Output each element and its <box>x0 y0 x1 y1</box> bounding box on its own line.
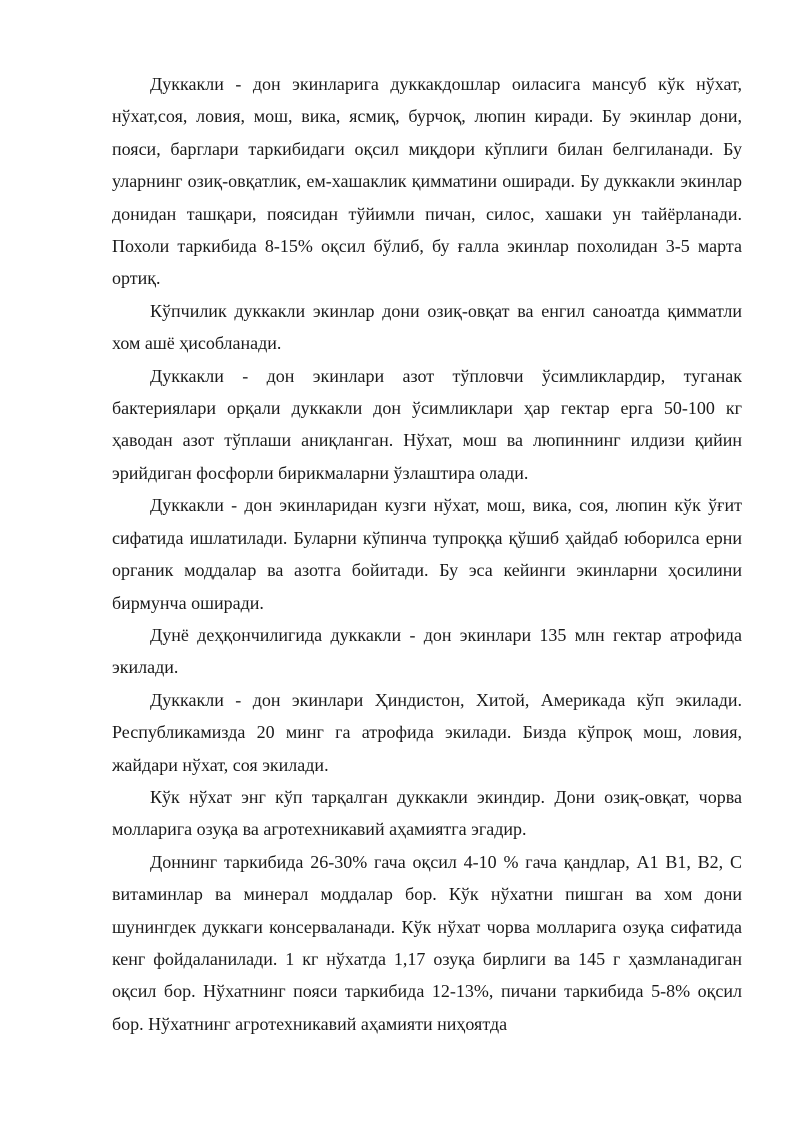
paragraph: Кўпчилик дуккакли экинлар дони озиқ-овқат ва енгил саноатда қимматли хом ашё ҳисобланади. <box>112 300 742 354</box>
paragraph: Дуккакли - дон экинларига дуккакдошлар оиласига мансуб кўк нўхат, нўхат,соя, ловия, мош, вика, ясмиқ, бурчоқ, люпин киради. Бу экинлар дони, пояси, барглари таркибидаги оқсил миқдори кўплиги билан белгиланади. Бу уларнинг озиқ-овқатлик, ем-хашаклик қимматини оширади. Бу дуккакли экинлар донидан ташқари, поясидан тўйимли пичан, силос, хашаки ун тайёрланади. Похоли таркибида 8-15% оқсил бўлиб, бу ғалла экинлар похолидан 3-5 марта ортиқ. <box>112 74 742 289</box>
paragraph: Доннинг таркибида 26-30% гача оқсил 4-10 % гача қандлар, А1 В1, В2, С витаминлар ва минерал моддалар бор. Кўк нўхатни пишган ва хом дони шунингдек дуккаги консерваланади. Кўк нўхат чорва молларига озуқа сифатида кенг фойдаланилади. 1 кг нўхатда 1,17 озуқа бирлиги ва 145 г ҳазмланадиган оқсил бор. Нўхатнинг пояси таркибида 12-13%, пичани таркибида 5-8% оқсил бор. Нўхатнинг агротехникавий аҳамияти ниҳоятда <box>112 851 742 1034</box>
document-page <box>112 68 742 1040</box>
paragraph: Дуккакли - дон экинлари Ҳиндистон, Хитой, Америкада кўп экилади. Республикамизда 20 минг га атрофида экилади. Бизда кўпроқ мош, ловия, жайдари нўхат, соя экилади. <box>112 689 742 775</box>
paragraph: Дунё деҳқончилигида дуккакли - дон экинлари 135 млн гектар атрофида экилади. <box>112 624 742 678</box>
paragraph: Кўк нўхат энг кўп тарқалган дуккакли экиндир. Дони озиқ-овқат, чорва молларига озуқа ва агротехникавий аҳамиятга эгадир. <box>112 786 742 840</box>
paragraph: Дуккакли - дон экинлари азот тўпловчи ўсимликлардир, туганак бактериялари орқали дуккакли дон ўсимликлари ҳар гектар ерга 50-100 кг ҳаводан азот тўплаши аниқланган. Нўхат, мош ва люпиннинг илдизи қийин эрийдиган фосфорли бирикмаларни ўзлаштира олади. <box>112 365 742 483</box>
paragraph: Дуккакли - дон экинларидан кузги нўхат, мош, вика, соя, люпин кўк ўғит сифатида ишлатилади. Буларни кўпинча тупроққа қўшиб ҳайдаб юборилса ерни органик моддалар ва азотга бойитади. Бу эса кейинги экинларни ҳосилини бирмунча оширади. <box>112 495 742 613</box>
